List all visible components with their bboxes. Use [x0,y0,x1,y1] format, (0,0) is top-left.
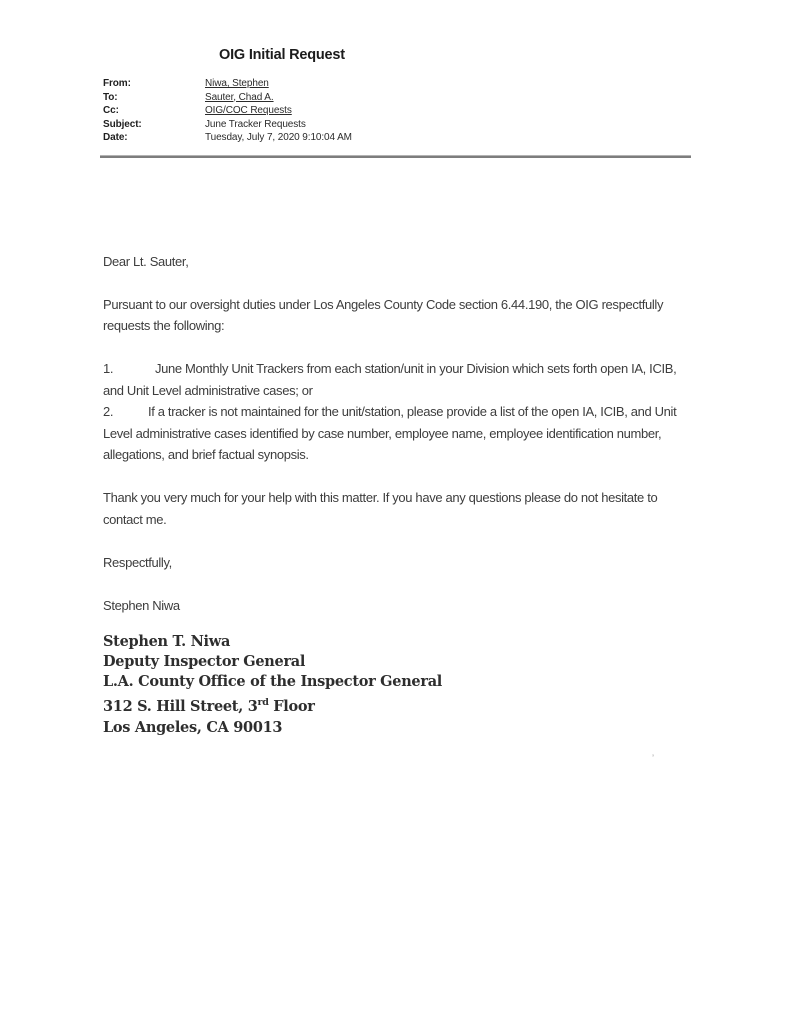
header-row-from [103,77,691,91]
page-content [0,44,791,738]
signed-name: Stephen Niwa [103,597,180,613]
signature-name: Stephen T. Niwa [103,633,231,650]
subject-value: June Tracker Requests [205,118,306,130]
salutation: Dear Lt. Sauter, [103,253,189,269]
list-item-2 [103,401,695,466]
header-row-subject [103,118,691,132]
from-label: From: [103,78,131,89]
cc-value-link[interactable]: OIG/COC Requests [205,105,292,116]
street-address-pre: 312 S. Hill Street, 3 [103,697,258,715]
signature-job-title: Deputy Inspector General [103,653,306,670]
cc-label: Cc: [103,105,119,116]
email-header [103,77,691,145]
header-row-date [103,131,691,145]
intro-paragraph: Pursuant to our oversight duties under Los Angeles County Code section 6.44.190, the OIG respectfully requests the following: [103,296,664,333]
date-label: Date: [103,132,128,143]
valediction: Respectfully, [103,554,172,570]
list-item-1-number: 1. [103,361,114,376]
to-value-link[interactable]: Sauter, Chad A. [205,91,274,103]
to-label: To: [103,91,118,103]
header-row-to [103,91,691,105]
scan-artifact-mark: ’ [652,753,654,763]
date-value: Tuesday, July 7, 2020 9:10:04 AM [205,132,352,143]
signature-city-line: Los Angeles, CA 90013 [103,718,283,736]
thanks-paragraph: Thank you very much for your help with this matter. If you have any questions please do not hesitate to contact me. [103,490,658,527]
list-item-1-text: June Monthly Unit Trackers from each station/unit in your Division which sets forth open IA, ICIB, and Unit Level administrative cases; or [103,361,677,398]
list-item-1 [103,358,695,401]
list-item-2-number: 2. [103,404,114,419]
subject-label: Subject: [103,118,142,130]
signature-street-address [103,692,691,718]
list-item-2-text: If a tracker is not maintained for the unit/station, please provide a list of the open IA, ICIB, and Unit Level administrative cases identified by case number, employee name, employee identification number, allegations, and brief factual synopsis. [103,404,677,462]
document-title: OIG Initial Request [219,47,345,63]
header-row-cc [103,104,691,118]
header-separator-rule [100,155,691,158]
signature-organization: L.A. County Office of the Inspector General [103,673,443,690]
signature-block [103,632,691,738]
letter-body [103,251,695,617]
street-address-post: Floor [268,697,315,715]
from-value-link[interactable]: Niwa, Stephen [205,78,269,89]
street-address-ordinal-suffix: rd [257,697,269,708]
